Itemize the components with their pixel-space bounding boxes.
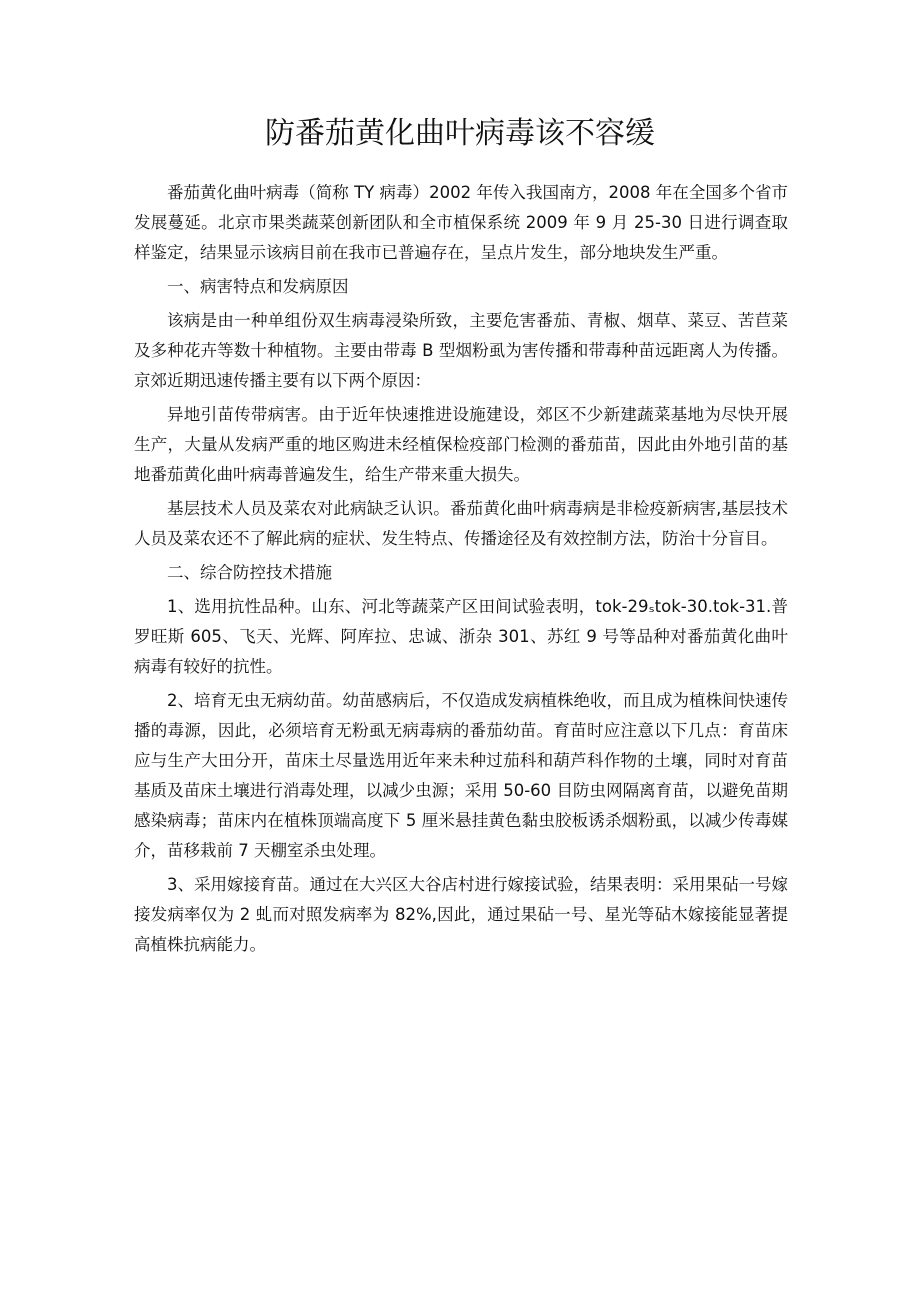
- document-title: 防番茄黄化曲叶病毒该不容缓: [265, 116, 655, 151]
- paragraph-intro: 番茄黄化曲叶病毒（简称 TY 病毒）2002 年传入我国南方，2008 年在全国多个省市发展蔓延。北京市果类蔬菜创新团队和全市植保系统 2009 年 9 月 25-30 日进行调查取样鉴定，结果显示该病目前在我市已普遍存在，呈点片发生，部分地块发生严重。: [134, 183, 788, 262]
- paragraph-measure-2: 2、培育无虫无病幼苗。幼苗感病后，不仅造成发病植株绝收，而且成为植株间快速传播的毒源，因此，必须培育无粉虱无病毒病的番茄幼苗。育苗时应注意以下几点：育苗床应与生产大田分开，苗床土尽量选用近年来未种过茄科和葫芦科作物的土壤，同时对育苗基质及苗床土壤进行消毒处理，以减少虫源；采用 50-60 目防虫网隔离育苗，以避免苗期感染病毒；苗床内在植株顶端高度下 5 厘米悬挂黄色黏虫胶板诱杀烟粉虱，以减少传毒媒介，苗移栽前 7 天棚室杀虫处理。: [134, 691, 788, 860]
- document-body: [134, 178, 788, 964]
- paragraph-measure-1: 1、选用抗性品种。山东、河北等蔬菜产区田间试验表明，tok-29ₛtok-30.tok-31.普罗旺斯 605、飞天、光辉、阿库拉、忠诚、浙杂 301、苏红 9 号等品种对番茄黄化曲叶病毒有较好的抗性。: [134, 597, 788, 676]
- paragraph-cause: 该病是由一种单组份双生病毒浸染所致，主要危害番茄、青椒、烟草、菜豆、苦苣菜及多种花卉等数十种植物。主要由带毒 B 型烟粉虱为害传播和带毒种苗远距离人为传播。京郊近期迅速传播主要有以下两个原因：: [134, 311, 788, 390]
- paragraph-reason-2: 基层技术人员及菜农对此病缺乏认识。番茄黄化曲叶病毒病是非检疫新病害,基层技术人员及菜农还不了解此病的症状、发生特点、传播途径及有效控制方法，防治十分盲目。: [134, 499, 788, 548]
- paragraph-reason-1: 异地引苗传带病害。由于近年快速推进设施建设，郊区不少新建蔬菜基地为尽快开展生产，大量从发病严重的地区购进未经植保检疫部门检测的番茄苗，因此由外地引苗的基地番茄黄化曲叶病毒普遍发生，给生产带来重大损失。: [134, 405, 788, 484]
- paragraph-measure-3: 3、采用嫁接育苗。通过在大兴区大谷店村进行嫁接试验，结果表明：采用果砧一号嫁接发病率仅为 2 虬而对照发病率为 82%,因此，通过果砧一号、星光等砧木嫁接能显著提高植株抗病能力。: [134, 875, 788, 954]
- section-heading-1: 一、病害特点和发病原因: [167, 277, 349, 296]
- section-heading-2: 二、综合防控技术措施: [167, 563, 332, 582]
